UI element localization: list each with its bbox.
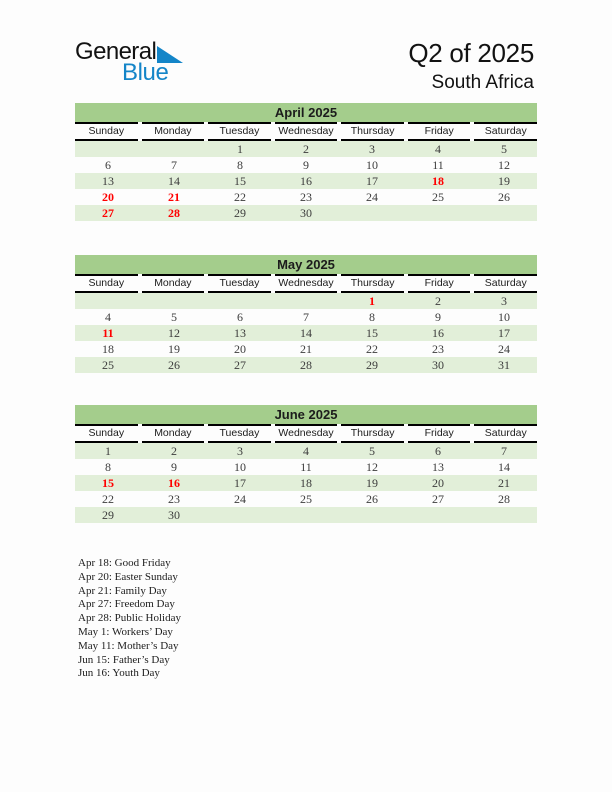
month-calendar — [75, 255, 537, 373]
calendar-week-row — [75, 507, 537, 523]
calendar-day-cell: 15 — [102, 476, 114, 490]
calendar-day-cell: 23 — [300, 190, 312, 204]
calendar-day-cell: 17 — [366, 174, 378, 188]
calendar-day-cell: 5 — [501, 142, 507, 156]
calendar-day-cell: 27 — [102, 206, 114, 220]
calendar-day-cell: 13 — [234, 326, 246, 340]
calendar-day-cell: 7 — [501, 444, 507, 458]
calendar-day-cell — [339, 205, 405, 221]
calendar-day-cell — [471, 205, 537, 221]
calendar-day-cell: 3 — [237, 444, 243, 458]
calendar-day-cell: 17 — [234, 476, 246, 490]
calendar-day-cell: 30 — [300, 206, 312, 220]
calendar-week-row — [75, 157, 537, 173]
calendar-day-cell: 10 — [234, 460, 246, 474]
holiday-item: Apr 21: Family Day — [78, 584, 167, 597]
calendar-day-cell: 8 — [369, 310, 375, 324]
calendar-day-cell: 7 — [171, 158, 177, 172]
calendar-day-cell: 3 — [369, 142, 375, 156]
weekday-label: Monday — [142, 274, 205, 293]
calendar-day-cell — [273, 293, 339, 309]
holiday-item: Jun 16: Youth Day — [78, 667, 160, 680]
calendar-day-cell: 1 — [105, 444, 111, 458]
weekday-header-row — [75, 424, 537, 443]
weekday-label: Sunday — [75, 274, 138, 293]
calendar-week-row — [75, 173, 537, 189]
calendar-day-cell: 21 — [168, 190, 180, 204]
weekday-header-row — [75, 122, 537, 141]
calendar-day-cell: 28 — [300, 358, 312, 372]
holiday-item: Apr 27: Freedom Day — [78, 598, 175, 611]
calendar-day-cell: 21 — [300, 342, 312, 356]
calendar-day-cell: 16 — [168, 476, 180, 490]
weekday-label: Friday — [408, 424, 471, 443]
country-subtitle: South Africa — [431, 71, 534, 93]
calendar-week-row — [75, 475, 537, 491]
calendar-week-row — [75, 459, 537, 475]
calendar-day-cell: 14 — [498, 460, 510, 474]
calendar-day-cell: 19 — [168, 342, 180, 356]
calendar-day-cell: 6 — [435, 444, 441, 458]
calendar-day-cell — [141, 293, 207, 309]
calendar-day-cell: 11 — [432, 158, 444, 172]
weekday-label: Monday — [142, 122, 205, 141]
calendar-day-cell: 20 — [234, 342, 246, 356]
calendar-day-cell: 31 — [498, 358, 510, 372]
calendar-day-cell: 27 — [432, 492, 444, 506]
calendar-day-cell: 8 — [237, 158, 243, 172]
weekday-label: Saturday — [474, 122, 537, 141]
calendar-day-cell: 30 — [168, 508, 180, 522]
calendar-week-row — [75, 357, 537, 373]
holiday-item: Jun 15: Father’s Day — [78, 653, 170, 666]
calendar-day-cell: 24 — [366, 190, 378, 204]
calendar-day-cell — [75, 141, 141, 157]
calendar-day-cell — [339, 507, 405, 523]
calendar-day-cell — [405, 205, 471, 221]
weekday-label: Monday — [142, 424, 205, 443]
month-title: April 2025 — [75, 103, 537, 122]
calendar-day-cell: 11 — [102, 326, 114, 340]
calendar-day-cell: 16 — [300, 174, 312, 188]
weekday-label: Saturday — [474, 424, 537, 443]
calendar-day-cell: 5 — [171, 310, 177, 324]
calendar-day-cell: 18 — [432, 174, 444, 188]
calendar-day-cell: 20 — [102, 190, 114, 204]
calendar-day-cell: 30 — [432, 358, 444, 372]
calendar-day-cell: 25 — [102, 358, 114, 372]
calendar-day-cell: 3 — [501, 294, 507, 308]
holiday-item: Apr 20: Easter Sunday — [78, 570, 178, 583]
calendar-day-cell: 4 — [303, 444, 309, 458]
calendar-day-cell: 26 — [168, 358, 180, 372]
holiday-list — [78, 557, 181, 681]
weekday-label: Thursday — [341, 424, 404, 443]
holiday-item: May 1: Workers’ Day — [78, 625, 173, 638]
calendar-day-cell: 9 — [171, 460, 177, 474]
calendar-day-cell: 12 — [168, 326, 180, 340]
month-calendar — [75, 405, 537, 523]
calendar-day-cell: 19 — [498, 174, 510, 188]
calendar-day-cell: 29 — [234, 206, 246, 220]
calendar-week-row — [75, 325, 537, 341]
calendar-day-cell: 27 — [234, 358, 246, 372]
calendar-week-row — [75, 491, 537, 507]
calendar-day-cell — [273, 507, 339, 523]
calendar-day-cell: 14 — [168, 174, 180, 188]
calendar-day-cell: 22 — [366, 342, 378, 356]
holiday-item: Apr 28: Public Holiday — [78, 612, 181, 625]
general-blue-logo — [75, 40, 183, 85]
calendar-day-cell: 25 — [432, 190, 444, 204]
calendar-day-cell: 24 — [234, 492, 246, 506]
quarter-title: Q2 of 2025 — [408, 38, 534, 68]
holiday-item: May 11: Mother’s Day — [78, 639, 179, 652]
logo-text-general: General — [75, 38, 157, 65]
weekday-header-row — [75, 274, 537, 293]
weekday-label: Wednesday — [275, 274, 338, 293]
weekday-label: Tuesday — [208, 424, 271, 443]
calendar-day-cell: 24 — [498, 342, 510, 356]
calendar-day-cell: 26 — [366, 492, 378, 506]
calendar-day-cell: 28 — [168, 206, 180, 220]
calendar-day-cell: 10 — [366, 158, 378, 172]
calendar-day-cell — [141, 141, 207, 157]
calendar-day-cell: 6 — [237, 310, 243, 324]
month-title: June 2025 — [75, 405, 537, 424]
calendar-day-cell: 16 — [432, 326, 444, 340]
calendar-day-cell: 7 — [303, 310, 309, 324]
holiday-item: Apr 18: Good Friday — [78, 557, 171, 569]
calendar-week-row — [75, 189, 537, 205]
calendar-day-cell — [75, 293, 141, 309]
calendar-day-cell: 2 — [435, 294, 441, 308]
calendar-day-cell: 28 — [498, 492, 510, 506]
calendar-day-cell: 23 — [168, 492, 180, 506]
weekday-label: Thursday — [341, 274, 404, 293]
calendar-week-row — [75, 205, 537, 221]
calendar-day-cell: 26 — [498, 190, 510, 204]
weekday-label: Friday — [408, 274, 471, 293]
calendar-week-row — [75, 141, 537, 157]
calendar-day-cell: 2 — [303, 142, 309, 156]
calendar-week-row — [75, 443, 537, 459]
calendar-day-cell — [405, 507, 471, 523]
calendar-day-cell: 8 — [105, 460, 111, 474]
calendar-day-cell: 18 — [300, 476, 312, 490]
weekday-label: Friday — [408, 122, 471, 141]
calendar-day-cell: 9 — [435, 310, 441, 324]
calendar-day-cell: 11 — [300, 460, 312, 474]
calendar-day-cell: 10 — [498, 310, 510, 324]
calendar-day-cell: 29 — [366, 358, 378, 372]
weekday-label: Thursday — [341, 122, 404, 141]
calendar-day-cell: 13 — [432, 460, 444, 474]
weekday-label: Tuesday — [208, 122, 271, 141]
calendar-week-row — [75, 293, 537, 309]
calendar-day-cell: 1 — [237, 142, 243, 156]
weekday-label: Sunday — [75, 424, 138, 443]
calendar-day-cell: 9 — [303, 158, 309, 172]
calendar-day-cell: 13 — [102, 174, 114, 188]
calendar-day-cell: 22 — [102, 492, 114, 506]
calendar-day-cell: 21 — [498, 476, 510, 490]
weekday-label: Wednesday — [275, 424, 338, 443]
calendar-day-cell: 12 — [366, 460, 378, 474]
calendar-day-cell: 22 — [234, 190, 246, 204]
calendar-day-cell: 18 — [102, 342, 114, 356]
page-title-block — [408, 39, 534, 93]
calendar-day-cell: 29 — [102, 508, 114, 522]
calendar-day-cell — [471, 507, 537, 523]
weekday-label: Tuesday — [208, 274, 271, 293]
calendar-day-cell: 4 — [105, 310, 111, 324]
month-title: May 2025 — [75, 255, 537, 274]
calendar-week-row — [75, 341, 537, 357]
calendar-day-cell: 4 — [435, 142, 441, 156]
month-calendar — [75, 103, 537, 221]
calendar-day-cell: 15 — [366, 326, 378, 340]
calendar-day-cell: 12 — [498, 158, 510, 172]
weekday-label: Sunday — [75, 122, 138, 141]
calendar-day-cell: 5 — [369, 444, 375, 458]
calendar-day-cell: 15 — [234, 174, 246, 188]
calendar-day-cell: 17 — [498, 326, 510, 340]
calendar-day-cell: 14 — [300, 326, 312, 340]
weekday-label: Wednesday — [275, 122, 338, 141]
calendar-day-cell: 25 — [300, 492, 312, 506]
calendar-day-cell: 6 — [105, 158, 111, 172]
weekday-label: Saturday — [474, 274, 537, 293]
calendar-day-cell: 23 — [432, 342, 444, 356]
calendar-day-cell: 1 — [369, 294, 375, 308]
logo-text-blue: Blue — [122, 59, 169, 86]
calendar-day-cell — [207, 293, 273, 309]
calendar-week-row — [75, 309, 537, 325]
calendar-day-cell: 19 — [366, 476, 378, 490]
calendar-day-cell: 20 — [432, 476, 444, 490]
calendar-day-cell — [207, 507, 273, 523]
calendar-day-cell: 2 — [171, 444, 177, 458]
